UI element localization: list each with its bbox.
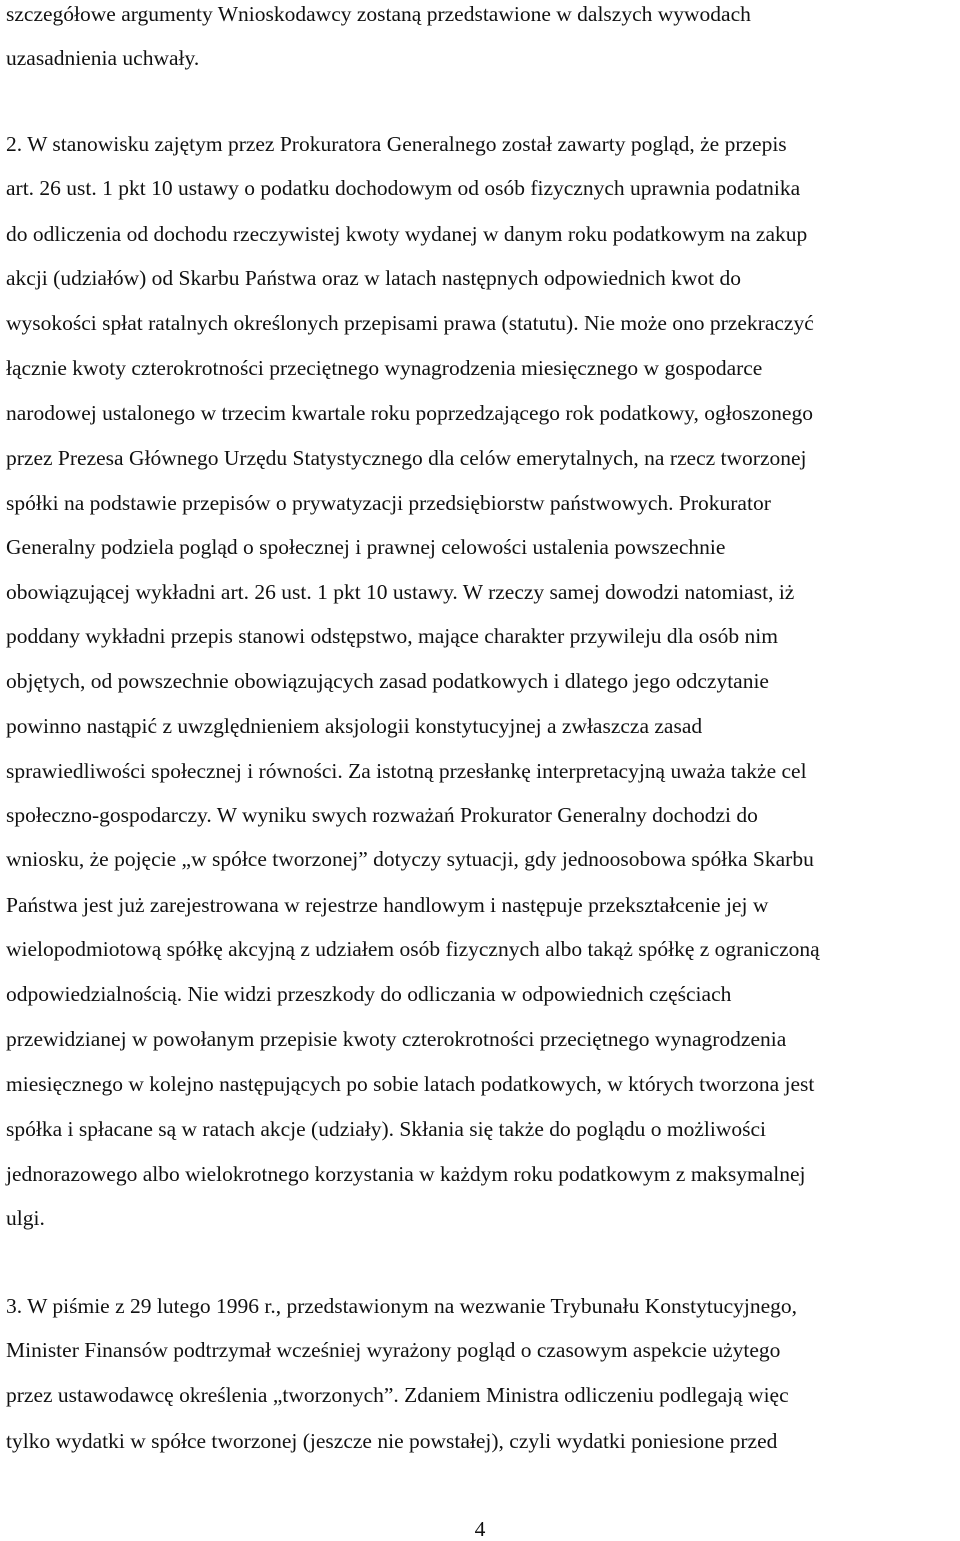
text-line: odpowiedzialnością. Nie widzi przeszkody do odliczania w odpowiednich częściach	[6, 982, 732, 1006]
text-line: akcji (udziałów) od Skarbu Państwa oraz w latach następnych odpowiednich kwot do	[6, 266, 741, 290]
text-line: wniosku, że pojęcie „w spółce tworzonej” dotyczy sytuacji, gdy jednoosobowa spółka Skarbu	[6, 847, 814, 871]
text-line: przez ustawodawcę określenia „tworzonych”. Zdaniem Ministra odliczeniu podlegają więc	[6, 1383, 789, 1407]
text-line: przewidzianej w powołanym przepisie kwoty czterokrotności przeciętnego wynagrodzenia	[6, 1027, 787, 1051]
text-line: 3. W piśmie z 29 lutego 1996 r., przedstawionym na wezwanie Trybunału Konstytucyjnego,	[6, 1294, 798, 1318]
text-line: uzasadnienia uchwały.	[6, 46, 200, 70]
text-line: narodowej ustalonego w trzecim kwartale roku poprzedzającego rok podatkowy, ogłoszonego	[6, 401, 813, 425]
text-line: miesięcznego w kolejno następujących po sobie latach podatkowych, w których tworzona jest	[6, 1072, 815, 1096]
text-line: przez Prezesa Głównego Urzędu Statystycznego dla celów emerytalnych, na rzecz tworzonej	[6, 446, 807, 470]
text-line: Generalny podziela pogląd o społecznej i prawnej celowości ustalenia powszechnie	[6, 535, 726, 559]
text-line: spółka i spłacane są w ratach akcje (udziały). Skłania się także do poglądu o możliwości	[6, 1117, 767, 1141]
text-line: wielopodmiotową spółkę akcyjną z udziałem osób fizycznych albo takąż spółkę z ograniczoną	[6, 937, 820, 961]
text-line: łącznie kwoty czterokrotności przeciętnego wynagrodzenia miesięcznego w gospodarce	[6, 356, 763, 380]
text-line: tylko wydatki w spółce tworzonej (jeszcze nie powstałej), czyli wydatki poniesione przed	[6, 1429, 778, 1453]
text-line: spółki na podstawie przepisów o prywatyzacji przedsiębiorstw państwowych. Prokurator	[6, 491, 771, 515]
text-line: sprawiedliwości społecznej i równości. Za istotną przesłankę interpretacyjną uważa także cel	[6, 759, 807, 783]
page-number: 4	[474, 1517, 486, 1541]
text-line: powinno nastąpić z uwzględnieniem aksjologii konstytucyjnej a zwłaszcza zasad	[6, 714, 703, 738]
text-line: do odliczenia od dochodu rzeczywistej kwoty wydanej w danym roku podatkowym na zakup	[6, 222, 808, 246]
text-line: 2. W stanowisku zajętym przez Prokuratora Generalnego został zawarty pogląd, że przepis	[6, 132, 787, 156]
text-line: społeczno-gospodarczy. W wyniku swych rozważań Prokurator Generalny dochodzi do	[6, 803, 758, 827]
text-line: obowiązującej wykładni art. 26 ust. 1 pkt 10 ustawy. W rzeczy samej dowodzi natomiast, iż	[6, 580, 795, 604]
text-line: art. 26 ust. 1 pkt 10 ustawy o podatku dochodowym od osób fizycznych uprawnia podatnika	[6, 176, 801, 200]
text-line: ulgi.	[6, 1206, 45, 1230]
text-line: jednorazowego albo wielokrotnego korzystania w każdym roku podatkowym z maksymalnej	[6, 1162, 806, 1186]
text-line: Państwa jest już zarejestrowana w rejestrze handlowym i następuje przekształcenie jej w	[6, 893, 769, 917]
text-line: wysokości spłat ratalnych określonych przepisami prawa (statutu). Nie może ono przekraczyć	[6, 311, 814, 335]
text-line: poddany wykładni przepis stanowi odstępstwo, mające charakter przywileju dla osób nim	[6, 624, 779, 648]
text-line: objętych, od powszechnie obowiązujących zasad podatkowych i dlatego jego odczytanie	[6, 669, 769, 693]
text-line: Minister Finansów podtrzymał wcześniej wyrażony pogląd o czasowym aspekcie użytego	[6, 1338, 781, 1362]
text-line: szczegółowe argumenty Wnioskodawcy zostaną przedstawione w dalszych wywodach	[6, 2, 751, 26]
